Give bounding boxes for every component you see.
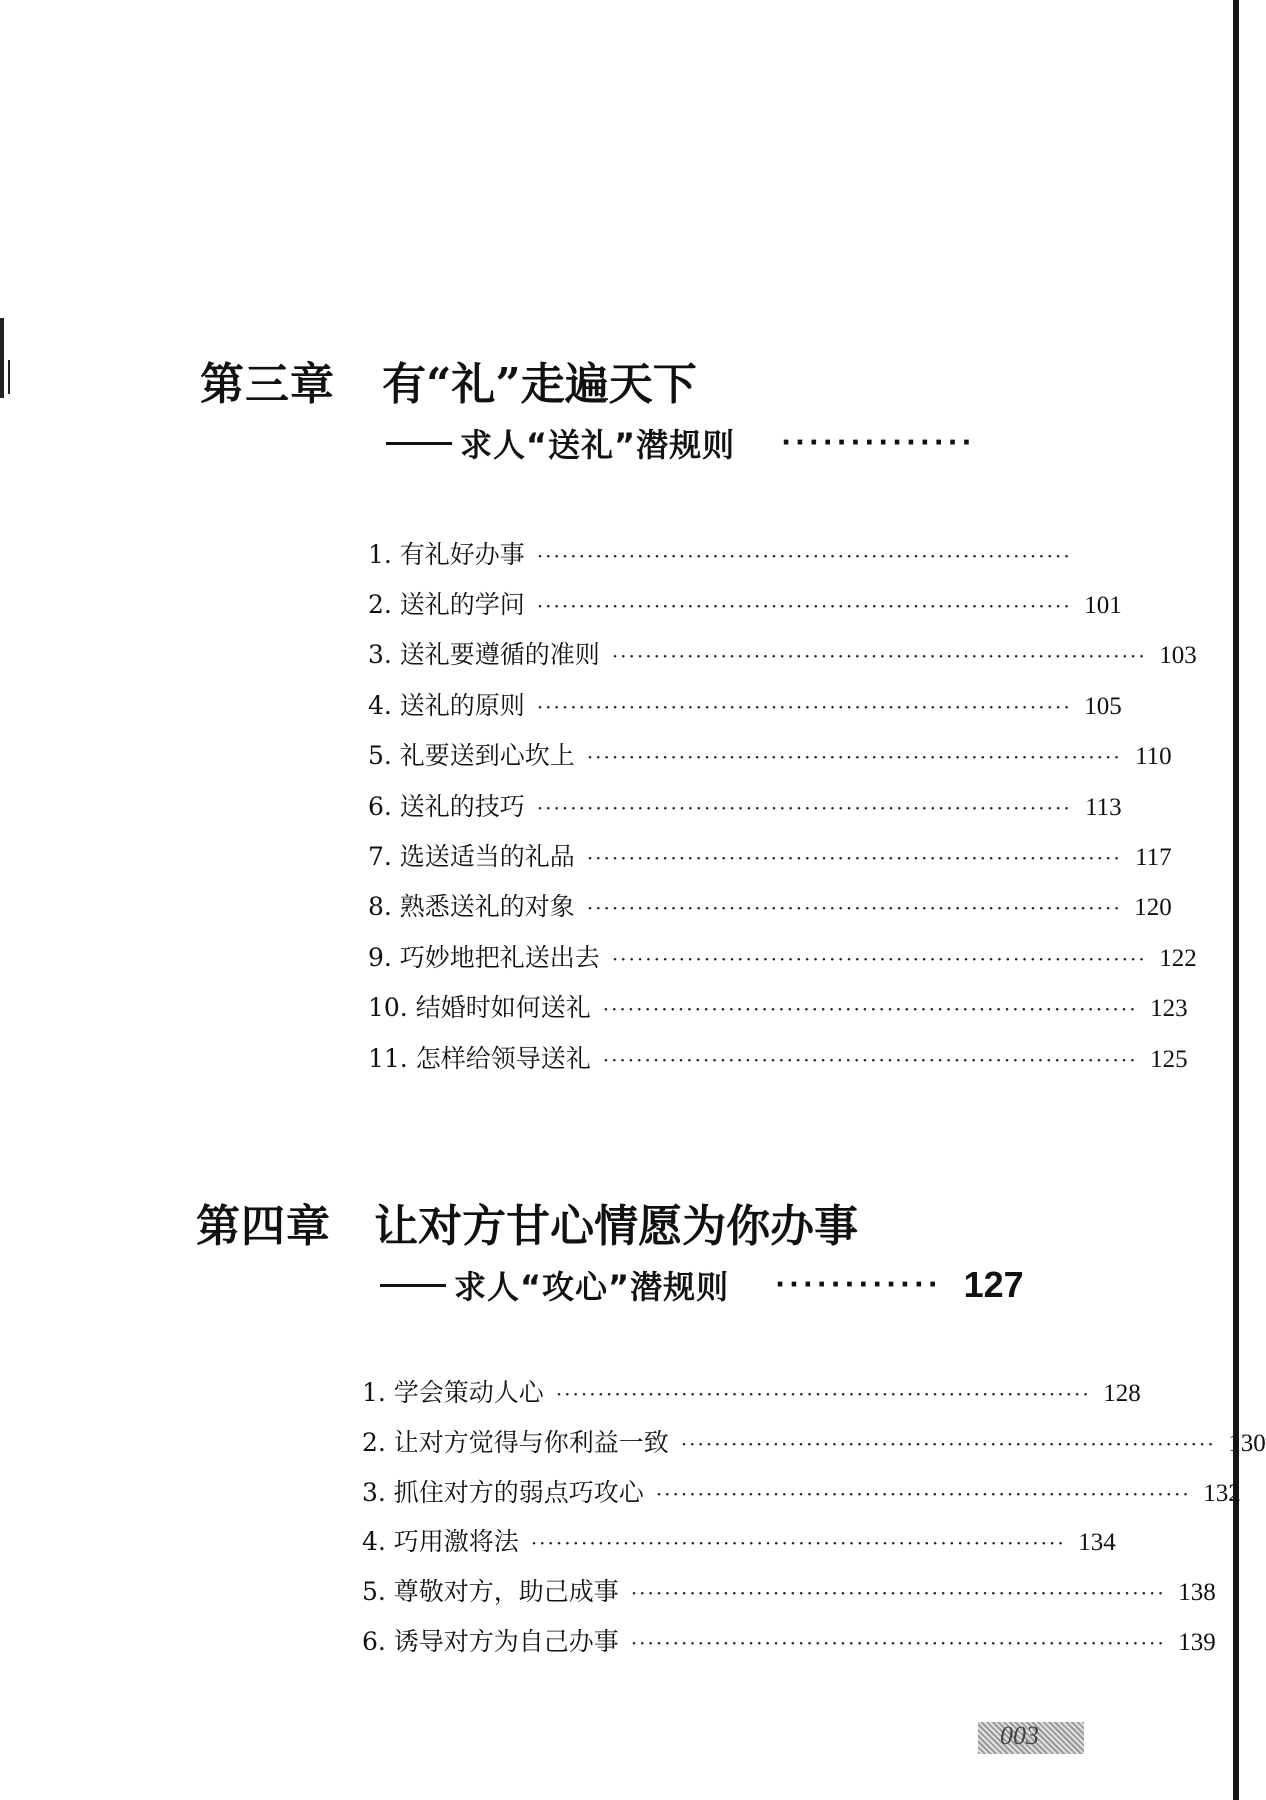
toc-entry-page: 125 [1150,1046,1188,1073]
leader-dots: ································································ [630,1631,1166,1655]
chapter-3-subtitle-row [386,420,975,466]
toc-entry-title: 2. 送礼的学问 [368,590,525,619]
toc-entry[interactable] [368,686,1122,722]
toc-entry-title: 8. 熟悉送礼的对象 [368,892,575,921]
leader-dots: ································································ [530,1531,1066,1555]
leader-dots: ································································ [536,594,1072,618]
subtitle-dash [380,1284,446,1287]
toc-entry[interactable] [368,535,1072,571]
chapter-4-heading [196,1190,858,1254]
leader-dots: ············ [775,1270,942,1300]
chapter-subtitle: 求人“送礼”潜规则 [460,426,736,464]
toc-entry[interactable] [362,1522,1116,1558]
toc-entry[interactable] [368,585,1122,621]
toc-entry[interactable] [362,1473,1241,1509]
toc-entry-page: 134 [1078,1529,1116,1556]
toc-entry[interactable] [362,1373,1141,1409]
chapter-title: 让对方甘心情愿为你办事 [374,1201,859,1252]
toc-entry-title: 6. 诱导对方为自己办事 [362,1627,619,1656]
leader-dots: ································································ [602,997,1138,1021]
toc-entry-page: 138 [1178,1579,1216,1606]
toc-entry-page: 130 [1228,1430,1266,1457]
toc-entry-page: 128 [1103,1380,1141,1407]
leader-dots: ·············· [781,428,976,458]
toc-entry-page: 101 [1084,592,1122,619]
toc-entry[interactable] [368,635,1197,671]
toc-entry-title: 7. 选送适当的礼品 [368,842,575,871]
chapter-subtitle-page: 127 [963,1264,1024,1305]
leader-dots: ································································ [611,947,1147,971]
toc-entry-page: 139 [1178,1629,1216,1656]
toc-entry-title: 9. 巧妙地把礼送出去 [368,943,600,972]
toc-entry-page: 117 [1135,844,1172,871]
chapter-label: 第三章 [200,359,335,410]
toc-entry-page: 113 [1085,794,1122,821]
page-number: 003 [1000,1721,1039,1750]
toc-entry[interactable] [368,837,1172,873]
toc-entry-page: 132 [1203,1480,1241,1507]
chapter-label: 第四章 [196,1201,331,1252]
toc-entry[interactable] [368,988,1188,1024]
toc-entry-page: 105 [1084,693,1122,720]
toc-entry-page: 103 [1159,642,1197,669]
toc-entry[interactable] [368,1039,1188,1075]
toc-entry[interactable] [362,1423,1266,1459]
toc-entry-title: 4. 送礼的原则 [368,691,525,720]
leader-dots: ································································ [586,745,1122,769]
toc-entry-title: 11. 怎样给领导送礼 [368,1044,591,1073]
chapter-4-subtitle-row [380,1262,1024,1308]
binding-mark [8,360,10,394]
chapter-subtitle: 求人“攻心”潜规则 [454,1268,730,1306]
leader-dots: ································································ [536,695,1072,719]
binding-mark [0,318,4,398]
leader-dots: ································································ [680,1432,1216,1456]
toc-entry-title: 6. 送礼的技巧 [368,792,525,821]
toc-entry-page: 110 [1135,743,1172,770]
leader-dots: ································································ [586,896,1122,920]
toc-entry-page: 123 [1150,995,1188,1022]
toc-entry[interactable] [368,938,1197,974]
toc-entry-title: 3. 送礼要遵循的准则 [368,640,600,669]
toc-entry[interactable] [368,887,1172,923]
leader-dots: ································································ [602,1048,1138,1072]
page-edge-line [1233,0,1239,1800]
toc-entry[interactable] [362,1622,1216,1658]
leader-dots: ································································ [611,644,1147,668]
toc-entry-title: 4. 巧用激将法 [362,1527,519,1556]
toc-entry-title: 5. 礼要送到心坎上 [368,741,575,770]
toc-entry[interactable] [368,736,1172,772]
leader-dots: ································································ [586,846,1122,870]
toc-entry[interactable] [362,1572,1216,1608]
chapter-title: 有“礼”走遍天下 [382,359,697,410]
toc-entry-title: 10. 结婚时如何送礼 [368,993,591,1022]
toc-entry-title: 2. 让对方觉得与你利益一致 [362,1428,669,1457]
toc-entry-title: 5. 尊敬对方，助己成事 [362,1577,619,1606]
chapter-3-heading [200,348,697,412]
leader-dots: ································································ [536,544,1072,568]
toc-entry-page: 120 [1134,894,1172,921]
leader-dots: ································································ [655,1482,1191,1506]
leader-dots: ································································ [536,796,1072,820]
toc-entry-title: 1. 学会策动人心 [362,1378,544,1407]
leader-dots: ································································ [630,1581,1166,1605]
leader-dots: ································································ [555,1382,1091,1406]
toc-entry-title: 1. 有礼好办事 [368,540,525,569]
subtitle-dash [386,442,452,445]
toc-entry[interactable] [368,787,1122,823]
toc-entry-title: 3. 抓住对方的弱点巧攻心 [362,1478,644,1507]
toc-entry-page: 122 [1159,945,1197,972]
